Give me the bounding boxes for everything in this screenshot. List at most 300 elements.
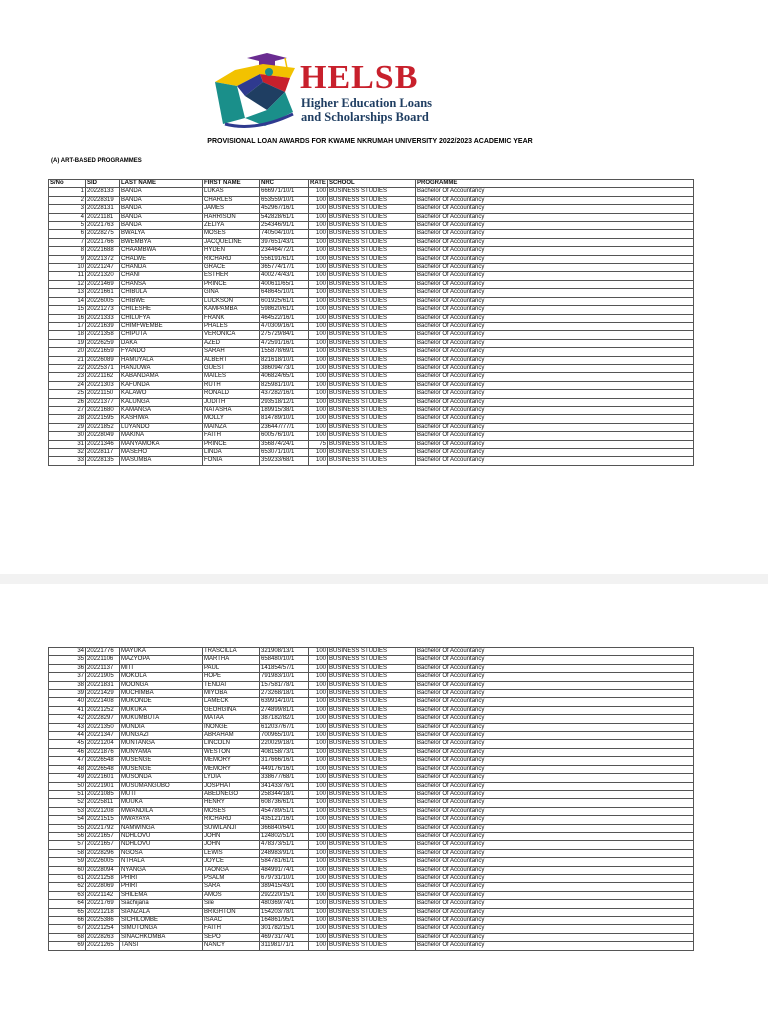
cell-first-name: ALBERT <box>203 356 260 364</box>
cell-sno: 26 <box>49 398 86 406</box>
cell-sid: 20221595 <box>86 415 120 423</box>
table-row <box>49 664 694 672</box>
cell-nrc: 356874/24/1 <box>260 440 309 448</box>
cell-rate: 100 <box>309 331 328 339</box>
cell-first-name: PRINCE <box>203 440 260 448</box>
cell-sno: 35 <box>49 656 86 664</box>
cell-nrc: 584781/61/1 <box>260 858 309 866</box>
cell-programme: Bachelor Of Accountancy <box>416 297 694 305</box>
cell-sno: 38 <box>49 681 86 689</box>
cell-last-name: KABANDAMA <box>120 373 203 381</box>
cell-nrc: 679731/10/1 <box>260 874 309 882</box>
cell-nrc: 154203/78/1 <box>260 908 309 916</box>
cell-programme: Bachelor Of Accountancy <box>416 757 694 765</box>
table-row <box>49 681 694 689</box>
cell-nrc: 189915/38/1 <box>260 406 309 414</box>
table-row <box>49 757 694 765</box>
cell-first-name: AZED <box>203 339 260 347</box>
cell-last-name: FYANDO <box>120 348 203 356</box>
cell-nrc: 408158/73/1 <box>260 748 309 756</box>
cell-sno: 8 <box>49 247 86 255</box>
cell-sno: 51 <box>49 790 86 798</box>
cell-sid: 20221515 <box>86 816 120 824</box>
cell-last-name: CHAAMBWA <box>120 247 203 255</box>
cell-first-name: KAMPAMBA <box>203 306 260 314</box>
cell-sno: 16 <box>49 314 86 322</box>
cell-last-name: CHIMFWEMBE <box>120 322 203 330</box>
cell-rate: 100 <box>309 314 328 322</box>
cell-rate: 100 <box>309 213 328 221</box>
cell-first-name: NATASHA <box>203 406 260 414</box>
cell-last-name: Siachijana <box>120 900 203 908</box>
cell-first-name: PRINCE <box>203 280 260 288</box>
cell-nrc: 542828/61/1 <box>260 213 309 221</box>
table-row <box>49 381 694 389</box>
cell-nrc: 612037/67/1 <box>260 723 309 731</box>
cell-first-name: FAITH <box>203 432 260 440</box>
cell-first-name: SARAH <box>203 348 260 356</box>
cell-first-name: MIYOBA <box>203 690 260 698</box>
cell-sid: 20221265 <box>86 942 120 950</box>
cell-last-name: NDHLOVU <box>120 841 203 849</box>
cell-sid: 20221258 <box>86 874 120 882</box>
cell-programme: Bachelor Of Accountancy <box>416 348 694 356</box>
cell-rate: 100 <box>309 942 328 950</box>
cell-nrc: 301782/15/1 <box>260 925 309 933</box>
cell-programme: Bachelor Of Accountancy <box>416 280 694 288</box>
table-row <box>49 723 694 731</box>
cell-sid: 20221688 <box>86 247 120 255</box>
cell-first-name: MATAA <box>203 715 260 723</box>
cell-sid: 20221657 <box>86 841 120 849</box>
cell-programme: Bachelor Of Accountancy <box>416 765 694 773</box>
cell-sid: 20228069 <box>86 883 120 891</box>
table-row <box>49 348 694 356</box>
cell-first-name: TAONGA <box>203 866 260 874</box>
cell-last-name: SINACHKOMBA <box>120 933 203 941</box>
cell-nrc: 400611/65/1 <box>260 280 309 288</box>
table-row <box>49 331 694 339</box>
cell-rate: 100 <box>309 457 328 465</box>
cell-school: BUSINESS STUDIES <box>328 774 416 782</box>
cell-school: BUSINESS STUDIES <box>328 339 416 347</box>
cell-sno: 15 <box>49 306 86 314</box>
cell-nrc: 653071/10/1 <box>260 449 309 457</box>
table-row <box>49 406 694 414</box>
cell-last-name: MUCHIMBA <box>120 690 203 698</box>
cell-programme: Bachelor Of Accountancy <box>416 790 694 798</box>
table-row <box>49 398 694 406</box>
cell-first-name: GRACE <box>203 264 260 272</box>
cell-sid: 20226259 <box>86 339 120 347</box>
cell-programme: Bachelor Of Accountancy <box>416 406 694 414</box>
cell-sno: 37 <box>49 673 86 681</box>
cell-sno: 55 <box>49 824 86 832</box>
cell-rate: 100 <box>309 339 328 347</box>
cell-sno: 28 <box>49 415 86 423</box>
cell-last-name: MITI <box>120 664 203 672</box>
cell-first-name: Sile <box>203 900 260 908</box>
cell-programme: Bachelor Of Accountancy <box>416 774 694 782</box>
cell-first-name: VERONICA <box>203 331 260 339</box>
cell-programme: Bachelor Of Accountancy <box>416 681 694 689</box>
cell-school: BUSINESS STUDIES <box>328 681 416 689</box>
cell-programme: Bachelor Of Accountancy <box>416 698 694 706</box>
cell-first-name: LEWIS <box>203 849 260 857</box>
cell-last-name: MAYUKA <box>120 648 203 656</box>
table-row <box>49 799 694 807</box>
table-row <box>49 306 694 314</box>
cell-school: BUSINESS STUDIES <box>328 648 416 656</box>
table-row <box>49 748 694 756</box>
table-row <box>49 942 694 950</box>
cell-rate: 100 <box>309 917 328 925</box>
cell-last-name: PHIRI <box>120 874 203 882</box>
cell-nrc: 666971/10/1 <box>260 188 309 196</box>
cell-last-name: MANYAMOKA <box>120 440 203 448</box>
cell-first-name: WESTON <box>203 748 260 756</box>
cell-programme: Bachelor Of Accountancy <box>416 723 694 731</box>
cell-last-name: MWAYAYA <box>120 816 203 824</box>
cell-rate: 100 <box>309 656 328 664</box>
cell-sid: 20221659 <box>86 348 120 356</box>
cell-sid: 20228297 <box>86 715 120 723</box>
header-rate: RATE <box>310 180 326 186</box>
cell-rate: 100 <box>309 757 328 765</box>
cell-school: BUSINESS STUDIES <box>328 824 416 832</box>
cell-rate: 100 <box>309 841 328 849</box>
cell-programme: Bachelor Of Accountancy <box>416 748 694 756</box>
cell-nrc: 236447/77/1 <box>260 423 309 431</box>
cell-programme: Bachelor Of Accountancy <box>416 732 694 740</box>
cell-last-name: CHANDA <box>120 264 203 272</box>
cell-rate: 100 <box>309 723 328 731</box>
cell-school: BUSINESS STUDIES <box>328 432 416 440</box>
cell-sid: 20221429 <box>86 690 120 698</box>
cell-rate: 100 <box>309 289 328 297</box>
cell-sid: 20221208 <box>86 807 120 815</box>
cell-programme: Bachelor Of Accountancy <box>416 356 694 364</box>
cell-nrc: 386094/73/1 <box>260 364 309 372</box>
cell-last-name: SIMUTONGA <box>120 925 203 933</box>
cell-nrc: 338677/68/1 <box>260 774 309 782</box>
cell-rate: 100 <box>309 648 328 656</box>
logo-subtitle-line2: and Scholarships Board <box>301 110 429 124</box>
cell-nrc: 157581/78/1 <box>260 681 309 689</box>
cell-rate: 100 <box>309 908 328 916</box>
cell-nrc: 452967/16/1 <box>260 205 309 213</box>
cell-programme: Bachelor Of Accountancy <box>416 740 694 748</box>
cell-nrc: 273268/18/1 <box>260 690 309 698</box>
cell-school: BUSINESS STUDIES <box>328 222 416 230</box>
cell-nrc: 472591/16/1 <box>260 339 309 347</box>
cell-rate: 75 <box>309 440 328 448</box>
header-sid: SID <box>86 180 120 188</box>
cell-first-name: HOPE <box>203 673 260 681</box>
cell-programme: Bachelor Of Accountancy <box>416 373 694 381</box>
cell-sno: 25 <box>49 390 86 398</box>
cell-rate: 100 <box>309 432 328 440</box>
cell-sid: 20221469 <box>86 280 120 288</box>
cell-first-name: PSALM <box>203 874 260 882</box>
cell-last-name: KALAWO <box>120 390 203 398</box>
cell-first-name: ABEDNEGO <box>203 790 260 798</box>
cell-sid: 20221776 <box>86 648 120 656</box>
cell-last-name: NGOSA <box>120 849 203 857</box>
cell-rate: 100 <box>309 272 328 280</box>
cell-sno: 63 <box>49 891 86 899</box>
cell-first-name: PAUL <box>203 664 260 672</box>
cell-school: BUSINESS STUDIES <box>328 297 416 305</box>
cell-sid: 20226005 <box>86 858 120 866</box>
cell-sno: 18 <box>49 331 86 339</box>
cell-first-name: FONIA <box>203 457 260 465</box>
cell-last-name: SICHILOMBE <box>120 917 203 925</box>
cell-sno: 13 <box>49 289 86 297</box>
cell-last-name: BANDA <box>120 213 203 221</box>
cell-sid: 20225371 <box>86 364 120 372</box>
cell-sno: 30 <box>49 432 86 440</box>
cell-last-name: MASEHO <box>120 449 203 457</box>
cell-rate: 100 <box>309 222 328 230</box>
cell-sno: 6 <box>49 230 86 238</box>
cell-sid: 20228263 <box>86 933 120 941</box>
cell-sid: 20221358 <box>86 331 120 339</box>
cell-school: BUSINESS STUDIES <box>328 698 416 706</box>
cell-nrc: 141854/57/1 <box>260 664 309 672</box>
cell-school: BUSINESS STUDIES <box>328 765 416 773</box>
cell-last-name: SIANZALA <box>120 908 203 916</box>
cell-rate: 100 <box>309 925 328 933</box>
cell-nrc: 653559/10/1 <box>260 196 309 204</box>
cell-nrc: 397651/43/1 <box>260 238 309 246</box>
cell-sno: 10 <box>49 264 86 272</box>
cell-rate: 100 <box>309 816 328 824</box>
cell-last-name: MAKINA <box>120 432 203 440</box>
cell-sno: 47 <box>49 757 86 765</box>
table-row <box>49 816 694 824</box>
cell-programme: Bachelor Of Accountancy <box>416 255 694 263</box>
cell-rate: 100 <box>309 205 328 213</box>
section-title: (A) ART-BASED PROGRAMMES <box>51 158 142 164</box>
cell-first-name: LYDIA <box>203 774 260 782</box>
cell-sno: 12 <box>49 280 86 288</box>
cell-rate: 100 <box>309 782 328 790</box>
cell-last-name: KALUNGA <box>120 398 203 406</box>
cell-programme: Bachelor Of Accountancy <box>416 664 694 672</box>
cell-school: BUSINESS STUDIES <box>328 373 416 381</box>
cell-last-name: HAMUYALA <box>120 356 203 364</box>
cell-first-name: MAILES <box>203 373 260 381</box>
table-row <box>49 690 694 698</box>
cell-rate: 100 <box>309 306 328 314</box>
table-row <box>49 457 694 465</box>
cell-first-name: GEORGINA <box>203 706 260 714</box>
cell-school: BUSINESS STUDIES <box>328 807 416 815</box>
cell-first-name: HYDEN <box>203 247 260 255</box>
table-row <box>49 874 694 882</box>
cell-sno: 61 <box>49 874 86 882</box>
cell-sno: 36 <box>49 664 86 672</box>
cell-sno: 50 <box>49 782 86 790</box>
cell-last-name: CHILESHE <box>120 306 203 314</box>
cell-rate: 100 <box>309 690 328 698</box>
cell-school: BUSINESS STUDIES <box>328 314 416 322</box>
cell-rate: 100 <box>309 849 328 857</box>
cell-programme: Bachelor Of Accountancy <box>416 925 694 933</box>
cell-first-name: JOHN <box>203 841 260 849</box>
cell-last-name: BWALYA <box>120 230 203 238</box>
cell-nrc: 341433/76/1 <box>260 782 309 790</box>
cell-school: BUSINESS STUDIES <box>328 715 416 723</box>
cell-sno: 31 <box>49 440 86 448</box>
cell-last-name: CHIBWE <box>120 297 203 305</box>
cell-sno: 58 <box>49 849 86 857</box>
cell-rate: 100 <box>309 824 328 832</box>
cell-first-name: JOSPHAT <box>203 782 260 790</box>
cell-programme: Bachelor Of Accountancy <box>416 314 694 322</box>
cell-sid: 20226005 <box>86 297 120 305</box>
cell-school: BUSINESS STUDIES <box>328 925 416 933</box>
cell-sno: 11 <box>49 272 86 280</box>
table-row <box>49 423 694 431</box>
cell-rate: 100 <box>309 188 328 196</box>
table-row <box>49 339 694 347</box>
cell-sid: 20221905 <box>86 673 120 681</box>
cell-school: BUSINESS STUDIES <box>328 883 416 891</box>
cell-school: BUSINESS STUDIES <box>328 866 416 874</box>
cell-sno: 22 <box>49 364 86 372</box>
table-row <box>49 866 694 874</box>
cell-first-name: ESTHER <box>203 272 260 280</box>
cell-last-name: MUSONDA <box>120 774 203 782</box>
cell-sid: 20221142 <box>86 891 120 899</box>
cell-sid: 20221852 <box>86 423 120 431</box>
cell-last-name: MWANDILA <box>120 807 203 815</box>
cell-sid: 20221252 <box>86 706 120 714</box>
cell-sid: 20228296 <box>86 849 120 857</box>
cell-programme: Bachelor Of Accountancy <box>416 900 694 908</box>
cell-sno: 3 <box>49 205 86 213</box>
cell-sid: 20221876 <box>86 748 120 756</box>
cell-last-name: BANDA <box>120 205 203 213</box>
cell-rate: 100 <box>309 297 328 305</box>
cell-nrc: 449176/16/1 <box>260 765 309 773</box>
table-row <box>49 782 694 790</box>
cell-last-name: NAMWINGA <box>120 824 203 832</box>
header-first-name: FIRST NAME <box>203 180 260 188</box>
table-row <box>49 933 694 941</box>
cell-nrc: 220029/18/1 <box>260 740 309 748</box>
cell-last-name: SHILEMA <box>120 891 203 899</box>
cell-first-name: JOYCE <box>203 858 260 866</box>
cell-nrc: 469731/74/1 <box>260 933 309 941</box>
cell-programme: Bachelor Of Accountancy <box>416 858 694 866</box>
cell-rate: 100 <box>309 673 328 681</box>
cell-school: BUSINESS STUDIES <box>328 664 416 672</box>
cell-first-name: NANCY <box>203 942 260 950</box>
cell-programme: Bachelor Of Accountancy <box>416 648 694 656</box>
cell-programme: Bachelor Of Accountancy <box>416 816 694 824</box>
cell-sid: 20221303 <box>86 381 120 389</box>
cell-rate: 100 <box>309 748 328 756</box>
table-row <box>49 289 694 297</box>
cell-sno: 24 <box>49 381 86 389</box>
cell-rate: 100 <box>309 196 328 204</box>
cell-school: BUSINESS STUDIES <box>328 799 416 807</box>
cell-nrc: 821618/10/1 <box>260 356 309 364</box>
cell-sid: 20221769 <box>86 900 120 908</box>
cell-first-name: LINDA <box>203 449 260 457</box>
cell-sid: 20228131 <box>86 205 120 213</box>
cell-sid: 20221346 <box>86 440 120 448</box>
cell-rate: 100 <box>309 790 328 798</box>
cell-school: BUSINESS STUDIES <box>328 440 416 448</box>
cell-sid: 20228117 <box>86 449 120 457</box>
cell-last-name: BANDA <box>120 188 203 196</box>
cell-nrc: 478373/51/1 <box>260 841 309 849</box>
cell-sid: 20221181 <box>86 213 120 221</box>
cell-school: BUSINESS STUDIES <box>328 832 416 840</box>
cell-sno: 9 <box>49 255 86 263</box>
cell-first-name: FAITH <box>203 925 260 933</box>
table-row <box>49 432 694 440</box>
cell-nrc: 366840/64/1 <box>260 824 309 832</box>
cell-school: BUSINESS STUDIES <box>328 390 416 398</box>
cell-nrc: 470309/16/1 <box>260 322 309 330</box>
cell-nrc: 601925/61/1 <box>260 297 309 305</box>
cell-sno: 33 <box>49 457 86 465</box>
cell-programme: Bachelor Of Accountancy <box>416 449 694 457</box>
cell-school: BUSINESS STUDIES <box>328 415 416 423</box>
cell-programme: Bachelor Of Accountancy <box>416 874 694 882</box>
cell-last-name: TANSI <box>120 942 203 950</box>
cell-last-name: MOONGA <box>120 681 203 689</box>
cell-last-name: MUSENGE <box>120 765 203 773</box>
table-row <box>49 415 694 423</box>
cell-sno: 46 <box>49 748 86 756</box>
cell-programme: Bachelor Of Accountancy <box>416 306 694 314</box>
table-row <box>49 673 694 681</box>
cell-last-name: MUNGAZI <box>120 732 203 740</box>
cell-school: BUSINESS STUDIES <box>328 213 416 221</box>
cell-rate: 100 <box>309 664 328 672</box>
cell-nrc: 155878/69/1 <box>260 348 309 356</box>
cell-school: BUSINESS STUDIES <box>328 364 416 372</box>
cell-first-name: LUCKSON <box>203 297 260 305</box>
cell-nrc: 359233/68/1 <box>260 457 309 465</box>
logo-subtitle-line1: Higher Education Loans <box>301 96 433 110</box>
cell-programme: Bachelor Of Accountancy <box>416 933 694 941</box>
table-row <box>49 858 694 866</box>
table-row <box>49 390 694 398</box>
cell-school: BUSINESS STUDIES <box>328 841 416 849</box>
cell-sno: 34 <box>49 648 86 656</box>
cell-programme: Bachelor Of Accountancy <box>416 440 694 448</box>
cell-rate: 100 <box>309 348 328 356</box>
cell-programme: Bachelor Of Accountancy <box>416 322 694 330</box>
cell-nrc: 274899/81/1 <box>260 706 309 714</box>
cell-school: BUSINESS STUDIES <box>328 381 416 389</box>
table-row <box>49 732 694 740</box>
cell-programme: Bachelor Of Accountancy <box>416 849 694 857</box>
cell-rate: 100 <box>309 322 328 330</box>
cell-rate: 100 <box>309 732 328 740</box>
cell-sid: 20221150 <box>86 390 120 398</box>
cell-last-name: MUNDIA <box>120 723 203 731</box>
cell-rate: 100 <box>309 280 328 288</box>
cell-sid: 20225811 <box>86 799 120 807</box>
